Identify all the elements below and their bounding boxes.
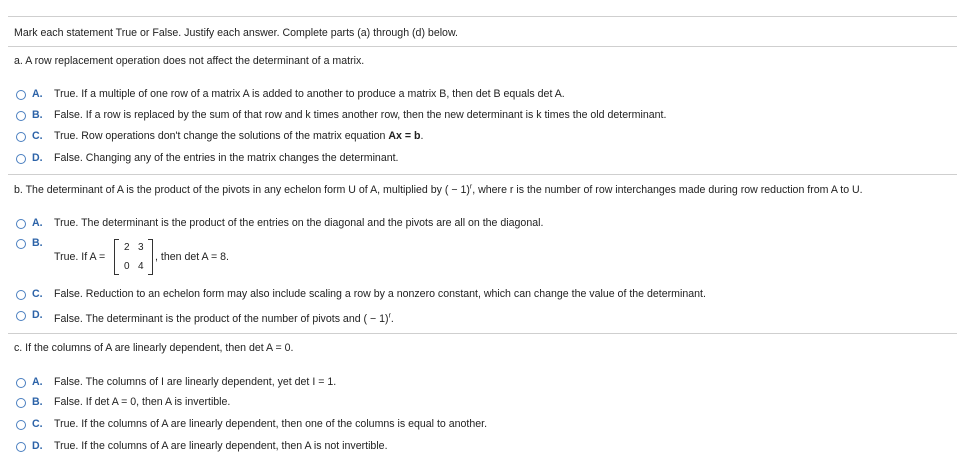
instruction-text: Mark each statement True or False. Justify each answer. Complete parts (a) through (d) below. [14, 27, 458, 39]
part-b-statement-after: , where r is the number of row interchanges made during row reduction from A to U. [472, 184, 863, 196]
matrix-cell: 4 [138, 261, 144, 272]
part-a-option-c-text[interactable] [54, 130, 423, 142]
part-a-letter-b: B. [32, 109, 43, 121]
part-a-letter-c: C. [32, 130, 43, 142]
part-b-statement-exponent: r [469, 183, 473, 191]
part-c-letter-a: A. [32, 376, 43, 388]
part-b-option-d-after: . [390, 313, 394, 325]
part-a-radio-b[interactable] [16, 111, 26, 121]
part-a-letter-d: D. [32, 152, 43, 164]
part-a-radio-d[interactable] [16, 154, 26, 164]
part-a-option-c-equation: Ax = b [388, 130, 421, 142]
matrix-cell: 2 [124, 242, 130, 253]
part-c-radio-b[interactable] [16, 398, 26, 408]
part-b-radio-d[interactable] [16, 311, 26, 321]
instruction-divider [8, 46, 957, 47]
part-c-option-d-text[interactable]: True. If the columns of A are linearly dependent, then A is not invertible. [54, 440, 388, 452]
part-b-option-d-text[interactable] [54, 313, 394, 325]
part-a-radio-a[interactable] [16, 90, 26, 100]
part-b-letter-a: A. [32, 217, 43, 229]
part-b-option-d-exponent: r [388, 312, 391, 320]
part-b-statement-before: b. The determinant of A is the product of the pivots in any echelon form U of A, multiplied by ( − 1) [14, 184, 470, 196]
part-c-option-c-text[interactable]: True. If the columns of A are linearly dependent, then one of the columns is equal to another. [54, 418, 488, 430]
part-b-radio-b[interactable] [16, 239, 26, 249]
part-a-option-c-before: True. Row operations don't change the solutions of the matrix equation [54, 130, 389, 142]
part-b-option-d-before: False. The determinant is the product of the number of pivots and ( − 1) [54, 313, 389, 325]
matrix-right-bracket [148, 239, 153, 275]
part-b-option-b-after[interactable]: , then det A = 8. [155, 251, 229, 263]
part-b-option-a-text[interactable]: True. The determinant is the product of the entries on the diagonal and the pivots are all on the diagonal. [54, 217, 544, 229]
matrix-left-bracket [114, 239, 119, 275]
part-c-letter-b: B. [32, 396, 43, 408]
part-b-letter-d: D. [32, 309, 43, 321]
part-c-radio-d[interactable] [16, 442, 26, 452]
part-c-option-a-text[interactable]: False. The columns of I are linearly dependent, yet det I = 1. [54, 376, 337, 388]
part-b-letter-c: C. [32, 288, 43, 300]
part-c-option-b-text[interactable]: False. If det A = 0, then A is invertible. [54, 396, 231, 408]
part-c-letter-c: C. [32, 418, 43, 430]
part-b-divider [8, 333, 957, 334]
part-c-statement: c. If the columns of A are linearly dependent, then det A = 0. [14, 342, 294, 354]
part-a-statement: a. A row replacement operation does not affect the determinant of a matrix. [14, 55, 365, 67]
top-divider [8, 16, 957, 17]
part-a-option-b-text[interactable]: False. If a row is replaced by the sum of that row and k times another row, then the new determinant is k times the old determinant. [54, 109, 667, 121]
part-b-radio-a[interactable] [16, 219, 26, 229]
part-c-radio-c[interactable] [16, 420, 26, 430]
part-b-radio-c[interactable] [16, 290, 26, 300]
part-b-letter-b: B. [32, 237, 43, 249]
part-b-option-b-before[interactable]: True. If A = [54, 251, 106, 263]
part-a-divider [8, 174, 957, 175]
matrix-cell: 0 [124, 261, 130, 272]
matrix-cell: 3 [138, 242, 144, 253]
part-a-option-c-after: . [420, 130, 424, 142]
part-a-option-a-text[interactable]: True. If a multiple of one row of a matrix A is added to another to produce a matrix B, then det B equals det A. [54, 88, 565, 100]
part-c-letter-d: D. [32, 440, 43, 452]
part-b-option-c-text[interactable]: False. Reduction to an echelon form may also include scaling a row by a nonzero constant, which can change the value of the determinant. [54, 288, 706, 300]
part-a-radio-c[interactable] [16, 132, 26, 142]
part-a-letter-a: A. [32, 88, 43, 100]
part-c-radio-a[interactable] [16, 378, 26, 388]
part-a-option-d-text[interactable]: False. Changing any of the entries in the matrix changes the determinant. [54, 152, 399, 164]
part-b-statement [14, 184, 863, 196]
